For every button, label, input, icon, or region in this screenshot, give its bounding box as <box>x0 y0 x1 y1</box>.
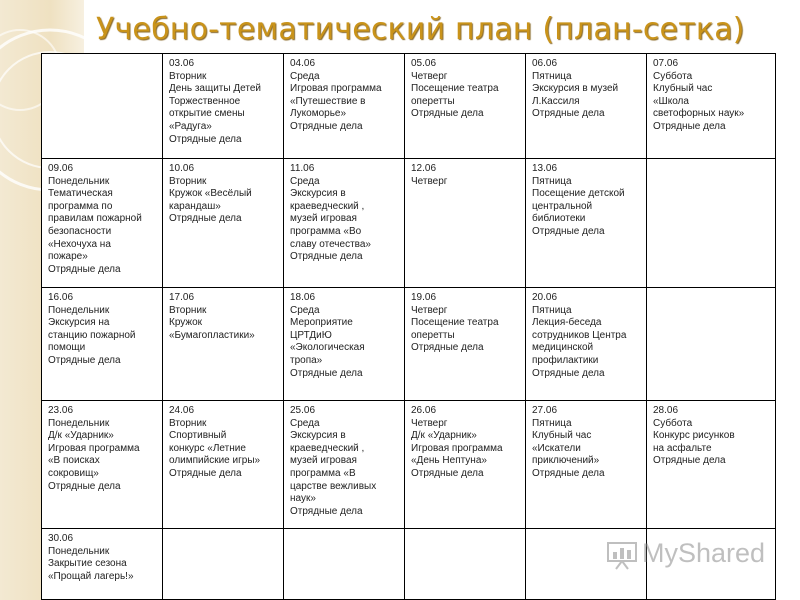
cell-weekday: Вторник <box>169 175 207 187</box>
cell-weekday: Среда <box>290 304 320 316</box>
cell-text-line: карандаш» <box>169 200 221 212</box>
cell-text-line: ЦРТДиЮ <box>290 329 332 341</box>
cell-text-line: «В поисках <box>48 455 100 467</box>
cell-weekday: Вторник <box>169 70 207 82</box>
cell-weekday: Четверг <box>411 304 448 316</box>
cell-text-line: Отрядные дела <box>169 133 242 145</box>
cell-text-line: Тематическая <box>48 188 113 200</box>
schedule-cell <box>284 54 405 159</box>
schedule-cell <box>42 529 163 600</box>
cell-text-line: приключений» <box>532 455 600 467</box>
schedule-cell <box>42 288 163 401</box>
cell-date: 24.06 <box>169 405 195 416</box>
cell-text-line: наук» <box>290 493 316 505</box>
cell-text-line: Посещение театра <box>411 83 499 95</box>
cell-text-line: Кружок <box>169 317 203 329</box>
schedule-table <box>41 53 776 600</box>
cell-date: 25.06 <box>290 405 316 416</box>
cell-date: 13.06 <box>532 163 558 174</box>
cell-text-line: Д/к «Ударник» <box>48 430 114 442</box>
cell-date: 07.06 <box>653 58 679 69</box>
cell-text-line: Отрядные дела <box>48 263 121 275</box>
schedule-cell <box>284 159 405 288</box>
cell-text-line: правилам пожарной <box>48 213 142 225</box>
cell-text-line: Конкурс рисунков <box>653 430 735 442</box>
cell-text-line: профилактики <box>532 354 599 366</box>
cell-text-line: Кружок «Весёлый <box>169 188 252 200</box>
empty-cell <box>647 288 776 401</box>
cell-text-line: Игровая программа <box>48 442 140 454</box>
cell-text-line: День защиты Детей <box>169 83 261 95</box>
cell-date: 27.06 <box>532 405 558 416</box>
cell-weekday: Пятница <box>532 304 572 316</box>
cell-text-line: Отрядные дела <box>169 467 242 479</box>
schedule-cell <box>405 159 526 288</box>
cell-date: 11.06 <box>290 163 315 174</box>
cell-text-line: Отрядные дела <box>290 505 363 517</box>
cell-text-line: Экскурсия на <box>48 317 110 329</box>
cell-text-line: Отрядные дела <box>653 120 726 132</box>
cell-text-line: безопасности <box>48 225 112 237</box>
cell-text-line: «День Нептуна» <box>411 455 487 467</box>
cell-date: 17.06 <box>169 292 195 303</box>
cell-text-line: Отрядные дела <box>290 367 363 379</box>
schedule-cell <box>163 401 284 529</box>
cell-date: 12.06 <box>411 163 437 174</box>
cell-text-line: славу отечества» <box>290 238 371 250</box>
empty-cell <box>284 529 405 600</box>
cell-date: 19.06 <box>411 292 437 303</box>
cell-text-line: Торжественное <box>169 95 241 107</box>
cell-text-line: Отрядные дела <box>532 467 605 479</box>
cell-date: 18.06 <box>290 292 316 303</box>
table-row <box>42 401 776 529</box>
schedule-cell <box>163 288 284 401</box>
cell-date: 30.06 <box>48 533 74 544</box>
watermark <box>606 536 766 576</box>
cell-text-line: Отрядные дела <box>411 467 484 479</box>
cell-text-line: «Школа <box>653 95 689 107</box>
cell-text-line: Мероприятие <box>290 317 353 329</box>
cell-text-line: Отрядные дела <box>48 354 121 366</box>
cell-text-line: Отрядные дела <box>532 367 605 379</box>
schedule-cell <box>163 159 284 288</box>
cell-text-line: Экскурсия в музей <box>532 83 619 95</box>
cell-text-line: Игровая программа <box>411 442 503 454</box>
cell-text-line: Л.Кассиля <box>532 95 580 107</box>
cell-text-line: краеведческий , <box>290 442 365 454</box>
cell-text-line: Отрядные дела <box>532 225 605 237</box>
cell-text-line: «Бумагопластики» <box>169 329 255 341</box>
cell-weekday: Пятница <box>532 175 572 187</box>
cell-weekday: Среда <box>290 175 320 187</box>
cell-date: 20.06 <box>532 292 558 303</box>
cell-text-line: Отрядные дела <box>169 213 242 225</box>
cell-text-line: Посещение детской <box>532 188 625 200</box>
cell-date: 26.06 <box>411 405 437 416</box>
cell-date: 16.06 <box>48 292 74 303</box>
table-row <box>42 54 776 159</box>
schedule-cell <box>284 401 405 529</box>
cell-text-line: конкурс «Летние <box>169 442 246 454</box>
cell-text-line: программа «Во <box>290 225 362 237</box>
schedule-cell <box>42 401 163 529</box>
cell-text-line: сотрудников Центра <box>532 329 627 341</box>
cell-text-line: оперетты <box>411 329 455 341</box>
cell-date: 23.06 <box>48 405 74 416</box>
cell-weekday: Среда <box>290 417 320 429</box>
cell-text-line: Игровая программа <box>290 83 382 95</box>
cell-date: 06.06 <box>532 58 558 69</box>
cell-text-line: центральной <box>532 200 593 212</box>
cell-date: 03.06 <box>169 58 195 69</box>
schedule-cell <box>284 288 405 401</box>
cell-text-line: программа «В <box>290 467 356 479</box>
cell-text-line: пожаре» <box>48 251 88 263</box>
cell-weekday: Суббота <box>653 417 693 429</box>
cell-text-line: светофорных наук» <box>653 108 745 120</box>
schedule-cell <box>405 288 526 401</box>
schedule-cell <box>526 401 647 529</box>
cell-text-line: тропа» <box>290 354 323 366</box>
cell-weekday: Пятница <box>532 417 572 429</box>
cell-text-line: «Нехочуха на <box>48 238 111 250</box>
cell-text-line: «Экологическая <box>290 342 365 354</box>
cell-text-line: Экскурсия в <box>290 188 346 200</box>
cell-text-line: Отрядные дела <box>532 108 605 120</box>
cell-weekday: Четверг <box>411 175 448 187</box>
empty-cell <box>163 529 284 600</box>
cell-text-line: олимпийские игры» <box>169 455 261 467</box>
cell-date: 10.06 <box>169 163 195 174</box>
cell-text-line: Лукоморье» <box>290 108 347 120</box>
empty-cell <box>42 54 163 159</box>
cell-text-line: сокровищ» <box>48 467 99 479</box>
table-row <box>42 159 776 288</box>
cell-text-line: Закрытие сезона <box>48 558 127 570</box>
cell-weekday: Понедельник <box>48 175 110 187</box>
cell-weekday: Суббота <box>653 70 693 82</box>
schedule-cell <box>526 54 647 159</box>
empty-cell <box>405 529 526 600</box>
cell-date: 05.06 <box>411 58 437 69</box>
cell-text-line: Отрядные дела <box>48 480 121 492</box>
empty-cell <box>647 159 776 288</box>
presentation-icon <box>606 540 640 570</box>
cell-text-line: Экскурсия в <box>290 430 346 442</box>
cell-weekday: Понедельник <box>48 304 110 316</box>
cell-text-line: «Прощай лагерь!» <box>48 570 134 582</box>
schedule-cell <box>405 54 526 159</box>
cell-text-line: Отрядные дела <box>290 251 363 263</box>
cell-weekday: Пятница <box>532 70 572 82</box>
cell-text-line: на асфальте <box>653 442 712 454</box>
schedule-cell <box>42 159 163 288</box>
schedule-cell <box>163 54 284 159</box>
cell-text-line: помощи <box>48 342 86 354</box>
cell-text-line: «Искатели <box>532 442 581 454</box>
cell-text-line: «Путешествие в <box>290 95 366 107</box>
cell-text-line: музей игровая <box>290 455 357 467</box>
cell-date: 28.06 <box>653 405 679 416</box>
cell-text-line: станцию пожарной <box>48 329 136 341</box>
cell-weekday: Понедельник <box>48 545 110 557</box>
cell-text-line: Клубный час <box>653 83 713 95</box>
cell-text-line: открытие смены <box>169 108 245 120</box>
cell-text-line: библиотеки <box>532 213 586 225</box>
cell-weekday: Четверг <box>411 70 448 82</box>
schedule-cell <box>405 401 526 529</box>
cell-date: 09.06 <box>48 163 74 174</box>
cell-text-line: музей игровая <box>290 213 357 225</box>
cell-date: 04.06 <box>290 58 316 69</box>
cell-text-line: Клубный час <box>532 430 592 442</box>
cell-text-line: Отрядные дела <box>290 120 363 132</box>
cell-text-line: Посещение театра <box>411 317 499 329</box>
cell-weekday: Четверг <box>411 417 448 429</box>
schedule-cell <box>526 288 647 401</box>
cell-weekday: Вторник <box>169 304 207 316</box>
schedule-cell <box>647 401 776 529</box>
cell-text-line: Отрядные дела <box>411 108 484 120</box>
cell-text-line: «Радуга» <box>169 120 212 132</box>
cell-text-line: краеведческий , <box>290 200 365 212</box>
schedule-table-body <box>42 54 776 600</box>
cell-text-line: Спортивный <box>169 430 227 442</box>
cell-text-line: программа по <box>48 200 113 212</box>
cell-text-line: медицинской <box>532 342 594 354</box>
cell-text-line: Отрядные дела <box>411 342 484 354</box>
watermark-text: MyShared <box>642 538 766 568</box>
schedule-cell <box>647 54 776 159</box>
schedule-cell <box>526 159 647 288</box>
cell-weekday: Вторник <box>169 417 207 429</box>
cell-weekday: Среда <box>290 70 320 82</box>
cell-weekday: Понедельник <box>48 417 110 429</box>
cell-text-line: царстве вежливых <box>290 480 377 492</box>
table-row <box>42 288 776 401</box>
cell-text-line: Д/к «Ударник» <box>411 430 477 442</box>
page-title: Учебно-тематический план (план-сетка) <box>96 12 745 47</box>
cell-text-line: Лекция-беседа <box>532 317 602 329</box>
cell-text-line: оперетты <box>411 95 455 107</box>
cell-text-line: Отрядные дела <box>653 455 726 467</box>
